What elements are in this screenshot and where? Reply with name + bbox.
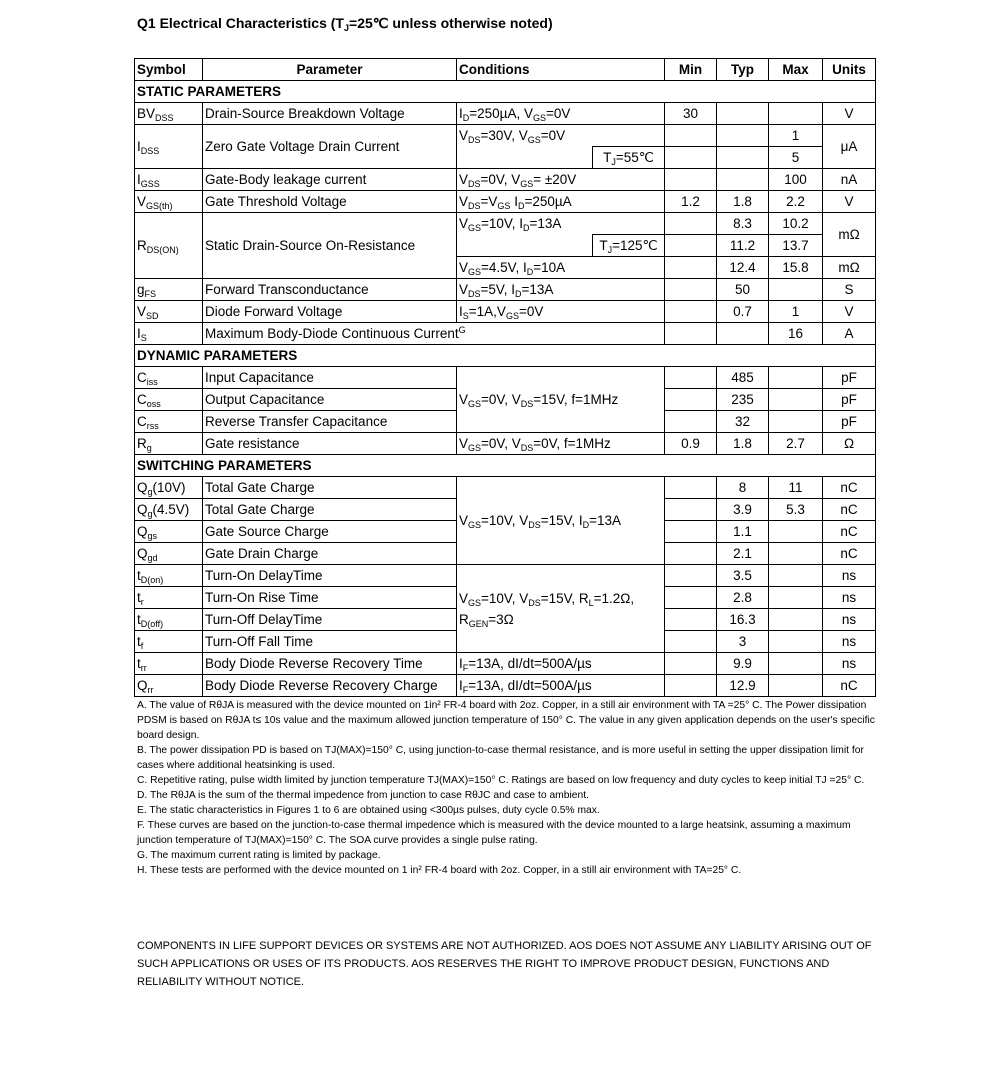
max-cell: 5	[769, 147, 823, 169]
symbol-cell: $C_{iss}$	[135, 367, 203, 389]
note-g: G. The maximum current rating is limited by package.	[137, 850, 381, 861]
parameter-cell: Drain-Source Breakdown Voltage	[203, 103, 457, 125]
condition-cell: $V_{GS}=10V$, $I_D=13A$	[457, 213, 665, 235]
table-row	[135, 675, 876, 697]
condition-cell: $I_F=13A$, dI/dt=500A/µs	[457, 653, 665, 675]
max-cell: 16	[769, 323, 823, 345]
condition-cell: $I_S=1A,V_{GS}=0V$	[457, 301, 665, 323]
parameter-cell: Static Drain-Source On-Resistance	[203, 213, 457, 279]
condition-cell: $V_{DS}=30V$, $V_{GS}=0V$	[457, 125, 665, 147]
condition-cell: $T_J=55℃$	[593, 147, 665, 169]
typ-cell: 16.3	[717, 609, 769, 631]
condition-cell: $I_D=250\mu A$, $V_{GS}=0V$	[457, 103, 665, 125]
typ-cell: 485	[717, 367, 769, 389]
page-title: Q1 Electrical Characteristics ($T_J=25℃$ unless otherwise noted)	[137, 15, 553, 33]
symbol-cell: $t_f$	[135, 631, 203, 653]
max-cell: 1	[769, 125, 823, 147]
electrical-characteristics-table	[134, 58, 876, 697]
parameter-cell: Turn-On Rise Time	[203, 587, 457, 609]
condition-cell: $T_J=125℃$	[593, 235, 665, 257]
units-cell: nC	[823, 477, 876, 499]
symbol-cell: $R_{DS(ON)}$	[135, 213, 203, 279]
condition-cell: $V_{DS}=5V$, $I_D=13A$	[457, 279, 665, 301]
condition-cell: $V_{GS}=10V$, $V_{DS}=15V$, $I_D=13A$	[457, 477, 665, 565]
parameter-cell: Turn-On DelayTime	[203, 565, 457, 587]
units-cell: mΩ	[823, 213, 876, 257]
units-cell: V	[823, 301, 876, 323]
typ-cell: 3	[717, 631, 769, 653]
table-row	[135, 125, 876, 147]
units-cell: ns	[823, 631, 876, 653]
units-cell: nC	[823, 521, 876, 543]
symbol-cell: $Q_g(10V)$	[135, 477, 203, 499]
symbol-cell: $I_{GSS}$	[135, 169, 203, 191]
parameter-cell: Zero Gate Voltage Drain Current	[203, 125, 457, 169]
parameter-cell: Total Gate Charge	[203, 477, 457, 499]
table-row	[135, 433, 876, 455]
units-cell: nC	[823, 499, 876, 521]
parameter-cell: Total Gate Charge	[203, 499, 457, 521]
max-cell: 10.2	[769, 213, 823, 235]
typ-cell: 2.8	[717, 587, 769, 609]
header-typ: Typ	[717, 59, 769, 81]
table-row	[135, 565, 876, 587]
min-cell: 30	[665, 103, 717, 125]
units-cell: nA	[823, 169, 876, 191]
max-cell: 13.7	[769, 235, 823, 257]
units-cell: ns	[823, 609, 876, 631]
parameter-cell: Body Diode Reverse Recovery Charge	[203, 675, 457, 697]
section-static: STATIC PARAMETERS	[135, 81, 876, 103]
table-row	[135, 103, 876, 125]
disclaimer: COMPONENTS IN LIFE SUPPORT DEVICES OR SYSTEMS ARE NOT AUTHORIZED. AOS DOES NOT ASSUME ANY LIABILITY ARISING OUT OF SUCH APPLICATIONS OR USES OF ITS PRODUCTS. AOS RESERVES THE RIGHT TO IMPROVE PRODUCT DESIGN, FUNCTIONS AND RELIABILITY WITHOUT NOTICE.	[137, 940, 872, 988]
symbol-cell: $g_{FS}$	[135, 279, 203, 301]
units-cell: Ω	[823, 433, 876, 455]
table-row	[135, 477, 876, 499]
symbol-cell: $t_{D(off)}$	[135, 609, 203, 631]
units-cell: pF	[823, 411, 876, 433]
typ-cell: 8	[717, 477, 769, 499]
condition-cell: $V_{GS}=0V$, $V_{DS}=15V$, f=1MHz	[457, 367, 665, 433]
parameter-cell: Body Diode Reverse Recovery Time	[203, 653, 457, 675]
section-switching: SWITCHING PARAMETERS	[135, 455, 876, 477]
units-cell: mΩ	[823, 257, 876, 279]
typ-cell: 1.8	[717, 433, 769, 455]
note-h: H. These tests are performed with the device mounted on 1 in² FR-4 board with 2oz. Copper, in a still air environment with TA=25° C.	[137, 865, 742, 876]
symbol-cell: $Q_{gd}$	[135, 543, 203, 565]
condition-cell: $V_{GS}=4.5V$, $I_D=10A$	[457, 257, 665, 279]
section-dynamic: DYNAMIC PARAMETERS	[135, 345, 876, 367]
condition-cell: $I_F=13A$, dI/dt=500A/µs	[457, 675, 665, 697]
typ-cell: 3.5	[717, 565, 769, 587]
symbol-cell: $t_{D(on)}$	[135, 565, 203, 587]
typ-cell: 2.1	[717, 543, 769, 565]
symbol-cell: $I_S$	[135, 323, 203, 345]
units-cell: ns	[823, 587, 876, 609]
typ-cell: 0.7	[717, 301, 769, 323]
parameter-cell: Turn-Off DelayTime	[203, 609, 457, 631]
max-cell: 11	[769, 477, 823, 499]
typ-cell: 8.3	[717, 213, 769, 235]
symbol-cell: $V_{SD}$	[135, 301, 203, 323]
symbol-cell: $C_{rss}$	[135, 411, 203, 433]
units-cell: μA	[823, 125, 876, 169]
symbol-cell: $Q_g(4.5V)$	[135, 499, 203, 521]
table-row	[135, 279, 876, 301]
condition-cell: $V_{DS}=V_{GS}$ $I_D=250\mu A$	[457, 191, 665, 213]
symbol-cell: $t_{rr}$	[135, 653, 203, 675]
table-row	[135, 301, 876, 323]
symbol-cell: $Q_{gs}$	[135, 521, 203, 543]
max-cell: 100	[769, 169, 823, 191]
note-f: F. These curves are based on the junction-to-case thermal impedence which is measured with the device mounted to a large heatsink, assuming a maximum junction temperature of TJ(MAX)=150° C. The SOA curve provides a single pulse rating.	[137, 820, 851, 846]
parameter-cell: Gate Threshold Voltage	[203, 191, 457, 213]
typ-cell: 1.8	[717, 191, 769, 213]
units-cell: S	[823, 279, 876, 301]
typ-cell: 9.9	[717, 653, 769, 675]
header-units: Units	[823, 59, 876, 81]
typ-cell: 11.2	[717, 235, 769, 257]
symbol-cell: $R_g$	[135, 433, 203, 455]
note-a: A. The value of RθJA is measured with the device mounted on 1in² FR-4 board with 2oz. Copper, in a still air environment with TA =25° C. The Power dissipation PDSM is based on RθJA t≤ 10s value and the maximum allowed junction temperature of 150° C. The value in any given application depends on the user's specific board design.	[137, 700, 875, 741]
note-e: E. The static characteristics in Figures 1 to 6 are obtained using <300µs pulses, duty cycle 0.5% max.	[137, 805, 600, 816]
table-row	[135, 169, 876, 191]
units-cell: A	[823, 323, 876, 345]
parameter-cell: Output Capacitance	[203, 389, 457, 411]
typ-cell: 235	[717, 389, 769, 411]
table-header-row	[135, 59, 876, 81]
units-cell: pF	[823, 367, 876, 389]
parameter-cell: Gate Drain Charge	[203, 543, 457, 565]
condition-cell: $V_{GS}=10V$, $V_{DS}=15V$, $R_L=1.2\Omega$, $R_{GEN}=3\Omega$	[457, 565, 665, 653]
max-cell: 15.8	[769, 257, 823, 279]
typ-cell: 32	[717, 411, 769, 433]
note-d: D. The RθJA is the sum of the thermal impedence from junction to case RθJC and case to ambient.	[137, 790, 589, 801]
symbol-cell: $V_{GS(th)}$	[135, 191, 203, 213]
parameter-cell: Gate resistance	[203, 433, 457, 455]
typ-cell: 1.1	[717, 521, 769, 543]
condition-cell: $V_{GS}=0V$, $V_{DS}=0V$, f=1MHz	[457, 433, 665, 455]
units-cell: ns	[823, 653, 876, 675]
parameter-cell: Maximum Body-Diode Continuous Current$^G$	[203, 323, 665, 345]
table-row	[135, 653, 876, 675]
units-cell: pF	[823, 389, 876, 411]
header-max: Max	[769, 59, 823, 81]
symbol-cell: $t_r$	[135, 587, 203, 609]
header-parameter: Parameter	[203, 59, 457, 81]
header-symbol: Symbol	[135, 59, 203, 81]
condition-cell: $V_{DS}=0V$, $V_{GS}= \pm 20V$	[457, 169, 665, 191]
max-cell: 2.7	[769, 433, 823, 455]
units-cell: nC	[823, 675, 876, 697]
symbol-cell: $C_{oss}$	[135, 389, 203, 411]
parameter-cell: Reverse Transfer Capacitance	[203, 411, 457, 433]
table-row	[135, 367, 876, 389]
table-row	[135, 191, 876, 213]
units-cell: V	[823, 103, 876, 125]
table-row	[135, 213, 876, 235]
note-c: C. Repetitive rating, pulse width limited by junction temperature TJ(MAX)=150° C. Ratings are based on low frequency and duty cycles to keep initial TJ =25° C.	[137, 775, 865, 786]
table-row	[135, 323, 876, 345]
parameter-cell: Gate Source Charge	[203, 521, 457, 543]
units-cell: nC	[823, 543, 876, 565]
parameter-cell: Diode Forward Voltage	[203, 301, 457, 323]
parameter-cell: Input Capacitance	[203, 367, 457, 389]
parameter-cell: Gate-Body leakage current	[203, 169, 457, 191]
min-cell: 1.2	[665, 191, 717, 213]
max-cell: 1	[769, 301, 823, 323]
header-conditions: Conditions	[457, 59, 665, 81]
typ-cell: 12.9	[717, 675, 769, 697]
parameter-cell: Turn-Off Fall Time	[203, 631, 457, 653]
note-b: B. The power dissipation PD is based on TJ(MAX)=150° C, using junction-to-case thermal resistance, and is more useful in setting the upper dissipation limit for cases where additional heatsinking is used.	[137, 745, 864, 771]
max-cell: 5.3	[769, 499, 823, 521]
max-cell: 2.2	[769, 191, 823, 213]
typ-cell: 12.4	[717, 257, 769, 279]
parameter-cell: Forward Transconductance	[203, 279, 457, 301]
symbol-cell: $Q_{rr}$	[135, 675, 203, 697]
symbol-cell: $BV_{DSS}$	[135, 103, 203, 125]
header-min: Min	[665, 59, 717, 81]
footnotes	[137, 698, 877, 878]
typ-cell: 50	[717, 279, 769, 301]
units-cell: ns	[823, 565, 876, 587]
min-cell: 0.9	[665, 433, 717, 455]
symbol-cell: $I_{DSS}$	[135, 125, 203, 169]
units-cell: V	[823, 191, 876, 213]
typ-cell: 3.9	[717, 499, 769, 521]
